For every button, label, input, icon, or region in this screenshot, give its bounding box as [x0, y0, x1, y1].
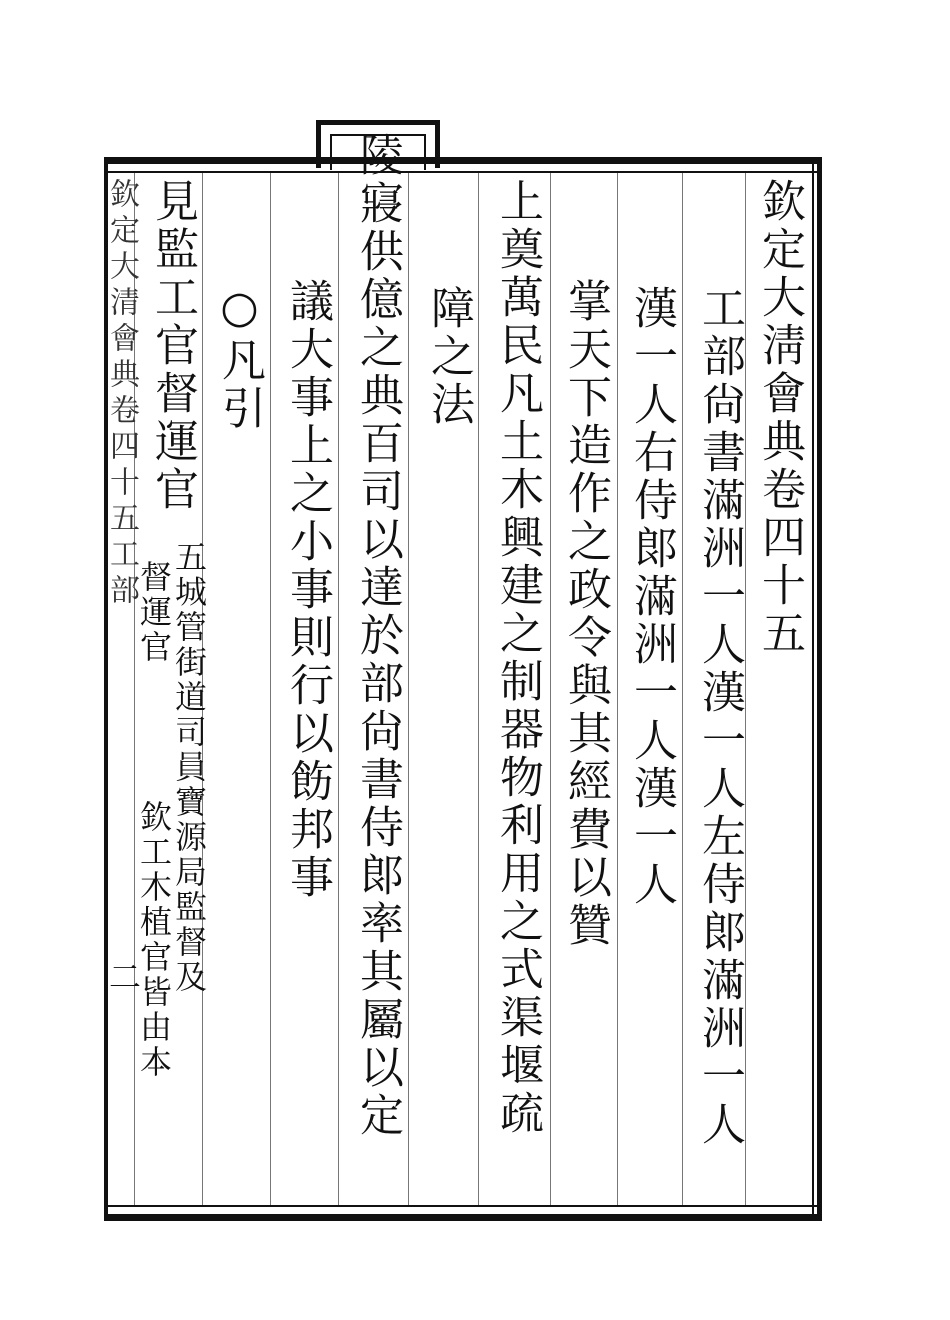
- text-column: 掌天下造作之政令與其經費以贊: [560, 278, 611, 950]
- text-column: 漢一人右侍郞滿洲一人漢一人: [626, 285, 677, 909]
- column-rule: [682, 173, 683, 1205]
- text-column: 上奠萬民凡土木興建之制器物利用之式渠堰疏: [492, 178, 543, 1138]
- text-column: ○凡引: [214, 282, 265, 433]
- column-rule: [617, 173, 618, 1205]
- text-column: 議大事上之小事則行以飭邦事: [282, 278, 333, 902]
- volume-title: 欽定大淸會典卷四十五: [754, 178, 805, 658]
- column-rule: [270, 173, 271, 1205]
- annotation-column: 五城管街道司員寶源局監督及: [170, 540, 208, 995]
- column-rule: [478, 173, 479, 1205]
- column-rule: [408, 173, 409, 1205]
- margin-label: 欽定大清會典卷四十五工部: [104, 178, 139, 610]
- text-column: 見監工官督運官: [147, 178, 198, 514]
- page-number: 二: [104, 960, 142, 995]
- annotation-column: 欽工木植官皆由本: [135, 800, 173, 1080]
- frame-bottom-border: [104, 1205, 822, 1221]
- annotation-column: 督運官: [135, 560, 173, 665]
- frame-right-border: [812, 157, 822, 1221]
- text-column: 障之法: [423, 285, 474, 429]
- column-rule: [550, 173, 551, 1205]
- frame-top-border: [104, 157, 822, 173]
- column-rule: [338, 173, 339, 1205]
- text-column: 工部尙書滿洲一人漢一人左侍郞滿洲一人: [694, 285, 745, 1149]
- text-column: 陵寢供億之典百司以達於部尙書侍郞率其屬以定: [352, 132, 403, 1140]
